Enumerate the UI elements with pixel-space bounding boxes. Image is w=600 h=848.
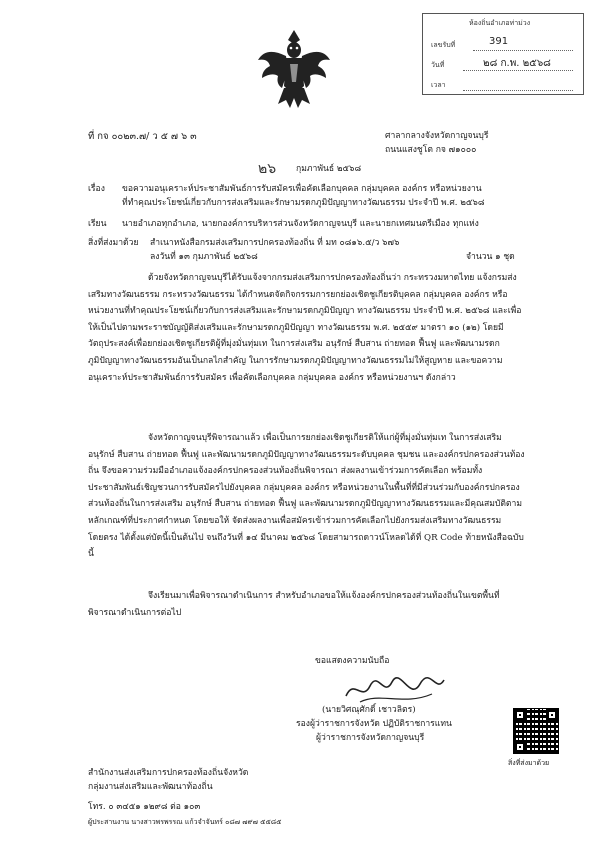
office-address-line2: ถนนแสงชูโต กจ ๗๑๐๐๐: [385, 145, 477, 155]
body-paragraph-1: ด้วยจังหวัดกาญจนบุรีได้รับแจ้งจากกรมส่งเสริมการปกครองท้องถิ่นว่า กระทรวงมหาดไทย แจ้งกรมส่งเสริมทางวัฒนธรรม กระทรวงวัฒนธรรม ได้กำหนดจัดกิจกรรมการยกย่องเชิดชูเกียรติบุคคล กลุ่มบุคคล องค์กร หรือหน่วยงานที่ทำคุณประโยชน์เกี่ยวกับการส่งเสริมและรักษามรดกภูมิปัญญา ทางวัฒนธรรม ประจำปี พ.ศ. ๒๕๖๘ และเพื่อให้เป็นไปตามพระราชบัญญัติส่งเสริมและรักษามรดกภูมิปัญญา ทางวัฒนธรรม พ.ศ. ๒๕๕๙ มาตรา ๑๐ (๑๒) โดยมีวัตถุประสงค์เพื่อยกย่องเชิดชูเกียรติผู้ที่มุ่งมั่นทุ่มเท ในการส่งเสริม อนุรักษ์ สืบสาน ถ่ายทอด ฟื้นฟู และพัฒนามรดกภูมิปัญญาทางวัฒนธรรมอันเป็นกลไกสำคัญ ในการรักษามรดกภูมิปัญญาทางวัฒนธรรมไม่ให้สูญหาย และขอความอนุเคราะห์ประชาสัมพันธ์การรับสมัคร เพื่อคัดเลือกบุคคล กลุ่มบุคคล องค์กร หรือหน่วยงานฯ ดังกล่าว: [88, 273, 522, 383]
footer-org-2: กลุ่มงานส่งเสริมและพัฒนาท้องถิ่น: [88, 782, 213, 792]
document-date: กุมภาพันธ์ ๒๕๖๘: [296, 164, 362, 174]
document-number: ที่ กจ ๐๐๒๓.๗/ ว ๕ ๗ ๖ ๓: [88, 131, 197, 142]
office-address-line1: ศาลากลางจังหวัดกาญจนบุรี: [385, 131, 489, 141]
signer-position-2: ผู้ว่าราชการจังหวัดกาญจนบุรี: [316, 733, 425, 743]
stamp-date-label: วันที่: [431, 61, 445, 69]
to-label: เรียน: [88, 219, 107, 229]
subject-line-2: ที่ทำคุณประโยชน์เกี่ยวกับการส่งเสริมและรักษามรดกภูมิปัญญาทางวัฒนธรรม ประจำปี พ.ศ. ๒๕๖๘: [122, 198, 485, 208]
subject-label: เรื่อง: [88, 184, 105, 194]
stamp-receipt-label: เลขรับที่: [431, 41, 456, 49]
footer-coordinator: ผู้ประสานงาน นางสาวพรพรรณ แก้วจำจันทร์ ๐๘๗ ๗๙๗ ๕๕๘๕: [88, 818, 282, 826]
date-handwritten-day: ๒๖: [258, 161, 277, 177]
body-paragraph-2: จังหวัดกาญจนบุรีพิจารณาแล้ว เพื่อเป็นการยกย่องเชิดชูเกียรติให้แก่ผู้ที่มุ่งมั่นทุ่มเท ในการส่งเสริม อนุรักษ์ สืบสาน ถ่ายทอด ฟื้นฟู และพัฒนามรดกภูมิปัญญาทางวัฒนธรรมระดับบุคคล ชุมชน และองค์กรปกครองส่วนท้องถิ่น จึงขอความร่วมมืออำเภอแจ้งองค์กรปกครองส่วนท้องถิ่นพิจารณา ส่งผลงานเข้าร่วมการคัดเลือก พร้อมทั้งประชาสัมพันธ์เชิญชวนการรับสมัครไปยังบุคคล กลุ่มบุคคล องค์กร หรือหน่วยงานในพื้นที่ที่มีส่วนร่วมกับองค์กรปกครองส่วนท้องถิ่นในการส่งเสริม อนุรักษ์ สืบสาน ถ่ายทอด ฟื้นฟู และพัฒนามรดกภูมิปัญญาทางวัฒนธรรมและมีคุณสมบัติตามหลักเกณฑ์ที่ประกาศกำหนด โดยขอให้ จัดส่งผลงานเพื่อสมัครเข้าร่วมการคัดเลือกไปยังกรมส่งเสริมทางวัฒนธรรมโดยตรง ได้ตั้งแต่บัดนี้เป็นต้นไป จนถึงวันที่ ๑๔ มีนาคม ๒๕๖๘ โดยสามารถดาวน์โหลดได้ที่ QR Code ท้ายหนังสือฉบับนี้: [88, 433, 525, 560]
garuda-emblem-icon: [256, 26, 332, 112]
closing-text: ขอแสดงความนับถือ: [315, 656, 390, 666]
stamp-receipt-no: 391: [489, 36, 509, 47]
handwritten-signature-icon: [340, 672, 450, 708]
body-paragraph-3: จึงเรียนมาเพื่อพิจารณาดำเนินการ สำหรับอำเภอขอให้แจ้งองค์กรปกครองส่วนท้องถิ่นในเขตพื้นที่ พิจารณาดำเนินการต่อไป: [88, 591, 500, 618]
qr-caption: สิ่งที่ส่งมาด้วย: [508, 759, 550, 767]
enclosure-label: สิ่งที่ส่งมาด้วย: [88, 238, 139, 248]
subject-line-1: ขอความอนุเคราะห์ประชาสัมพันธ์การรับสมัครเพื่อคัดเลือกบุคคล กลุ่มบุคคล องค์กร หรือหน่วยงาน: [122, 184, 482, 194]
to-recipients: นายอำเภอทุกอำเภอ, นายกองค์การบริหารส่วนจังหวัดกาญจนบุรี และนายกเทศมนตรีเมือง ทุกแห่ง: [122, 219, 479, 229]
stamp-date-value: ๒๘ ก.พ. ๒๕๖๘: [483, 58, 551, 69]
qr-code-icon[interactable]: [513, 708, 559, 754]
signer-name: (นายวิศณุศักดิ์ เชาวลิตร): [322, 705, 416, 715]
stamp-office: ห้องถิ่นอำเภอท่าม่วง: [469, 19, 531, 27]
enclosure-date: ลงวันที่ ๑๓ กุมภาพันธ์ ๒๕๖๘: [150, 252, 258, 262]
receipt-stamp: [422, 13, 584, 95]
signer-position-1: รองผู้ว่าราชการจังหวัด ปฏิบัติราชการแทน: [296, 719, 452, 729]
footer-org-1: สำนักงานส่งเสริมการปกครองท้องถิ่นจังหวัด: [88, 768, 249, 778]
footer-phone: โทร. ๐ ๓๔๕๑ ๑๒๙๘ ต่อ ๑๐๓: [88, 802, 201, 812]
enclosure-count: จำนวน ๑ ชุด: [466, 252, 515, 262]
stamp-time-label: เวลา: [431, 81, 446, 89]
enclosure-text: สำเนาหนังสือกรมส่งเสริมการปกครองท้องถิ่น ที่ มท ๐๘๑๖.๕/ว ๖๗๖: [150, 238, 400, 248]
